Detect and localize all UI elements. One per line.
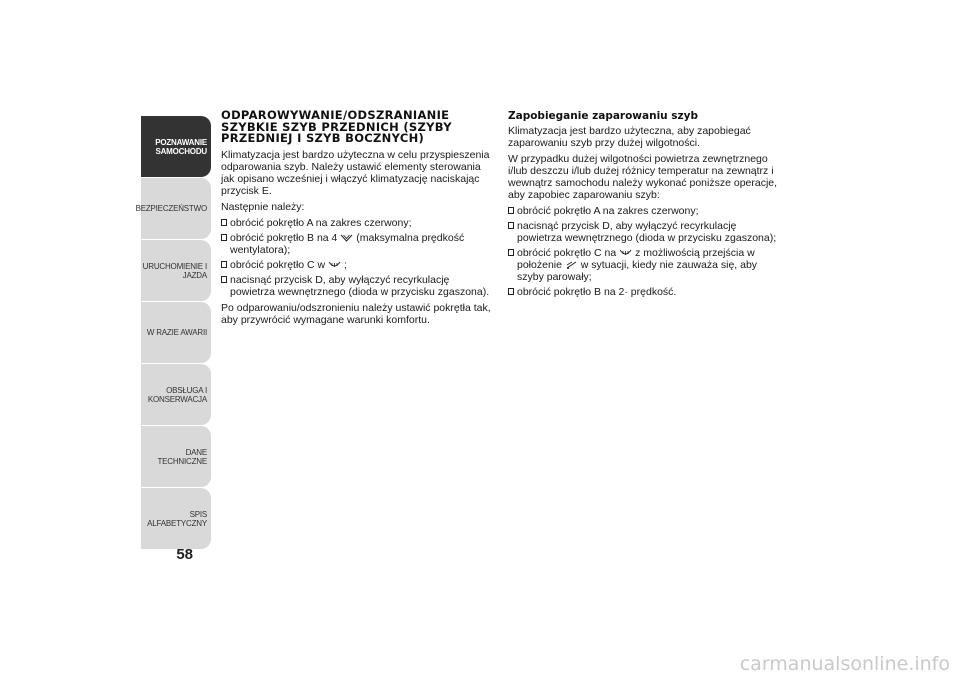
list-item: obrócić pokrętło B na 2· prędkość. — [508, 286, 780, 298]
list-item: obrócić pokrętło C na z możliwością przejścia w położenie w sytuacji, kiedy nie zauważa się, aby szyby parowały; — [508, 247, 780, 283]
tab-label: POZNAWANIE SAMOCHODU — [155, 137, 207, 156]
list-item: obrócić pokrętło A na zakres czerwony; — [221, 217, 493, 229]
checkbox-bullet-icon — [221, 276, 227, 283]
checkbox-bullet-icon — [508, 222, 514, 229]
tab-poznawanie-samochodu[interactable] — [141, 116, 211, 177]
tab-bezpieczenstwo[interactable] — [135, 178, 211, 239]
steps-list — [221, 217, 493, 298]
tab-spis-alfabetyczny[interactable] — [141, 488, 211, 549]
checkbox-bullet-icon — [221, 234, 227, 241]
defrost-windshield-icon — [619, 249, 632, 257]
watermark: carmanualsonline.info — [739, 653, 950, 675]
outro-paragraph: Po odparowaniu/odszronieniu należy ustawić pokrętła tak, aby przywrócić wymagane warunki komfortu. — [221, 301, 491, 326]
tab-label: OBSŁUGA I KONSERWACJA — [147, 385, 207, 404]
tab-label: W RAZIE AWARII — [146, 328, 207, 337]
tab-uruchomienie-i-jazda[interactable] — [141, 240, 211, 301]
list-item: obrócić pokrętło A na zakres czerwony; — [508, 205, 780, 217]
paragraph: W przypadku dużej wilgotności powietrza zewnętrznego i/lub deszczu i/lub dużej różnicy temperatur na zewnątrz i wewnątrz samochodu należy wykonać poniższe operacje, aby zapobiec zaparowaniu szyb: — [508, 153, 778, 201]
checkbox-bullet-icon — [508, 207, 514, 214]
paragraph: Klimatyzacja jest bardzo użyteczna, aby zapobiegać zaparowaniu szyb przy dużej wilgotności. — [508, 125, 751, 149]
airflow-feet-icon — [565, 261, 578, 269]
checkbox-bullet-icon — [508, 249, 514, 256]
intro-paragraph: Klimatyzacja jest bardzo użyteczna w celu przyspieszenia odparowania szyb. Należy ustawić elementy sterowania jak opisano wcześniej i włączyć klimatyzację naciskając przycisk E. — [221, 148, 490, 197]
section-title: ODPAROWYWANIE/ODSZRANIANIE SZYBKIE SZYB PRZEDNICH (SZYBY PRZEDNIEJ I SZYB BOCZNYCH) — [221, 108, 452, 145]
page-number: 58 — [176, 546, 193, 563]
steps-heading: Następnie należy: — [221, 200, 305, 213]
checkbox-bullet-icon — [508, 288, 514, 295]
right-column — [508, 110, 780, 302]
checkbox-bullet-icon — [221, 219, 227, 226]
subsection-title: Zapobieganie zaparowaniu szyb — [508, 110, 699, 122]
tab-label: DANE TECHNICZNE — [157, 447, 207, 466]
left-column — [221, 110, 493, 330]
tab-label: SPIS ALFABETYCZNY — [147, 509, 207, 528]
tab-w-razie-awarii[interactable] — [141, 302, 211, 363]
tab-dane-techniczne[interactable] — [141, 426, 211, 487]
fan-icon — [340, 234, 353, 242]
tab-label: BEZPIECZEŃSTWO — [135, 204, 207, 213]
list-item: obrócić pokrętło B na 4 (maksymalna prędkość wentylatora); — [221, 232, 493, 256]
list-item: nacisnąć przycisk D, aby wyłączyć recyrkulację powietrza wewnętrznego (dioda w przycisku zgaszona). — [221, 274, 493, 298]
list-item: obrócić pokrętło C w ; — [221, 259, 493, 271]
defrost-windshield-icon — [328, 261, 341, 269]
tab-obsluga-i-konserwacja[interactable] — [141, 364, 211, 425]
sidebar — [135, 116, 211, 550]
steps-list — [508, 205, 780, 298]
list-item: nacisnąć przycisk D, aby wyłączyć recyrkulację powietrza wewnętrznego (dioda w przycisku zgaszona); — [508, 220, 780, 244]
tab-label: URUCHOMIENIE I JAZDA — [142, 261, 207, 280]
checkbox-bullet-icon — [221, 261, 227, 268]
